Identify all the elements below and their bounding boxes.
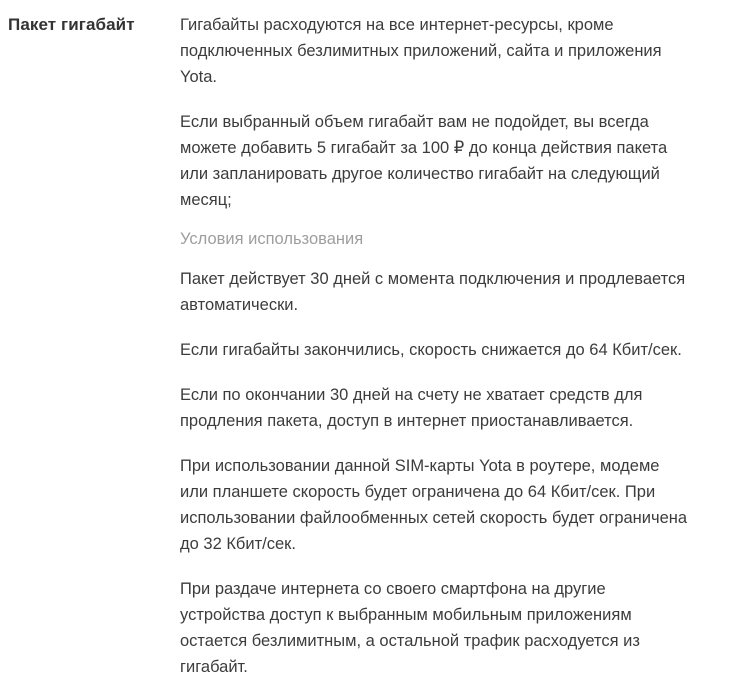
- section-body-column: [180, 12, 688, 680]
- terms-paragraph-sim-usage: При использовании данной SIM-карты Yota в роутере, модеме или планшете скорость будет ограничена до 64 Кбит/сек. При использовании файлообменных сетей скорость будет ограничена до 32 Кбит/сек.: [180, 457, 688, 553]
- intro-paragraph-usage: Гигабайты расходуются на все интернет-ресурсы, кроме подключенных безлимитных приложений, сайта и приложения Yota.: [180, 16, 662, 86]
- terms-paragraph-duration: Пакет действует 30 дней с момента подключения и продлевается автоматически.: [180, 270, 686, 314]
- terms-paragraph-insufficient-funds: Если по окончании 30 дней на счету не хватает средств для продления пакета, доступ в интернет приостанавливается.: [180, 386, 643, 430]
- section-title-column: [8, 12, 180, 38]
- terms-paragraph-speed-limit: Если гигабайты закончились, скорость снижается до 64 Кбит/сек.: [180, 341, 682, 359]
- section-title: Пакет гигабайт: [8, 15, 135, 34]
- intro-paragraph-add-gigabytes: Если выбранный объем гигабайт вам не подойдет, вы всегда можете добавить 5 гигабайт за 100 ₽ до конца действия пакета или запланировать другое количество гигабайт на следующий месяц;: [180, 113, 668, 209]
- terms-paragraph-tethering: При раздаче интернета со своего смартфона на другие устройства доступ к выбранным мобильным приложениям остается безлимитным, а остальной трафик расходуется из гигабайт.: [180, 580, 640, 676]
- terms-of-use-label: Условия использования: [180, 230, 364, 248]
